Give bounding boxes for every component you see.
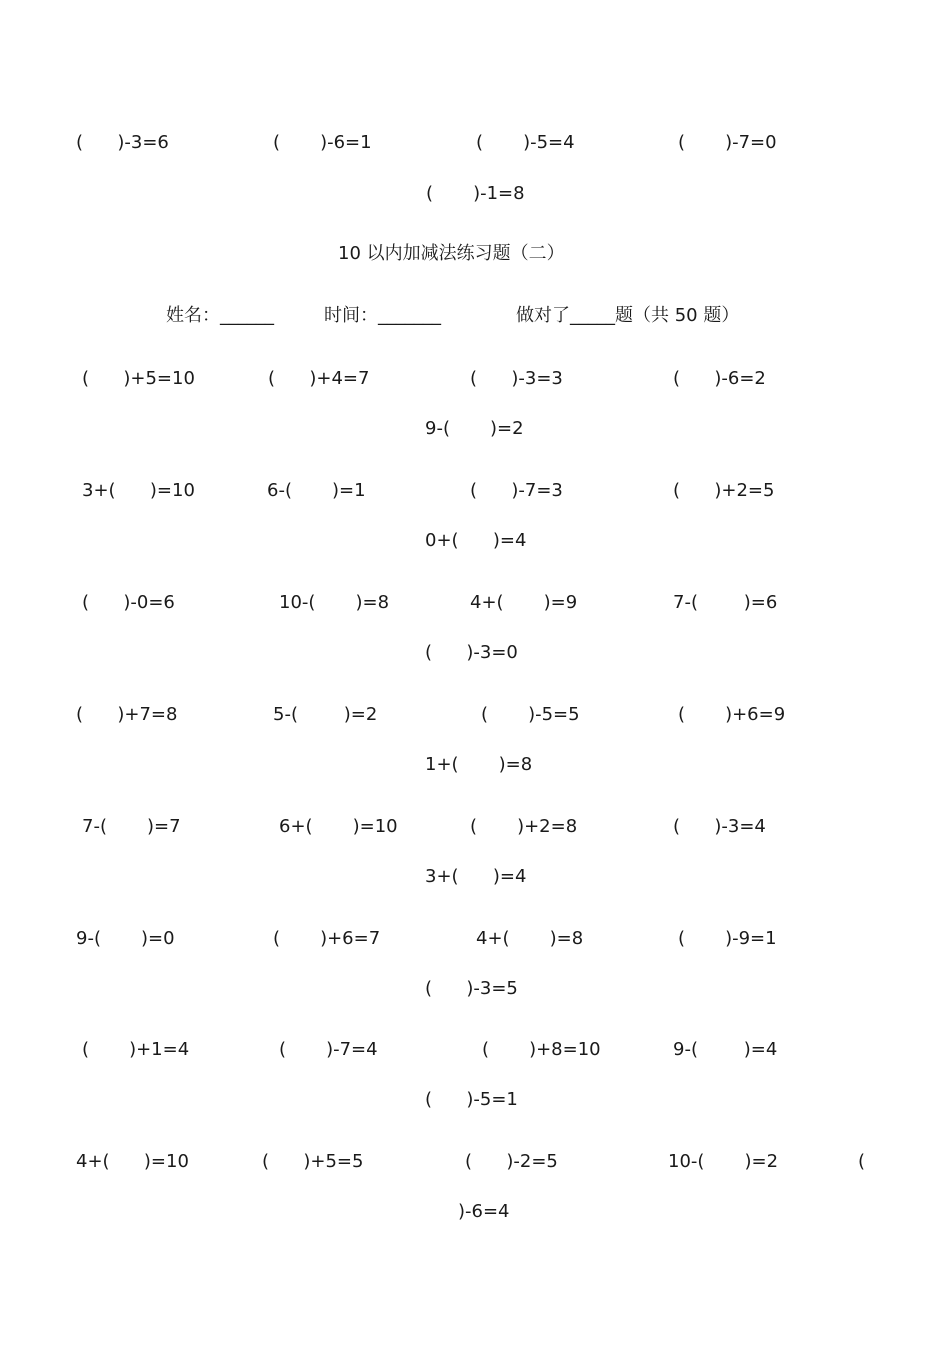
problem: ( )+8=10 — [482, 1039, 601, 1060]
problem: ( )-3=4 — [673, 816, 766, 837]
problem: ( )+6=7 — [273, 928, 381, 949]
problem: 6+( )=10 — [279, 816, 398, 837]
problem: ( )+7=8 — [76, 704, 178, 725]
problem: ( )-3=6 — [76, 132, 169, 153]
problem: ( )-6=1 — [273, 132, 372, 153]
problem: 10-( )=2 — [668, 1151, 779, 1172]
problem: ( )-5=4 — [476, 132, 575, 153]
problem: ( )+2=8 — [470, 816, 578, 837]
problem-center: )-6=4 — [458, 1201, 510, 1222]
problem-trailing: ( — [858, 1151, 866, 1172]
problem: 9-( )=4 — [673, 1039, 778, 1060]
problem: ( )+6=9 — [678, 704, 786, 725]
problem: 9-( )=0 — [76, 928, 175, 949]
problem: ( )-7=3 — [470, 480, 563, 501]
problem: ( )+4=7 — [268, 368, 370, 389]
problem: ( )+5=10 — [82, 368, 195, 389]
name-field: 姓名：______ — [166, 305, 274, 326]
problem: ( )-2=5 — [465, 1151, 558, 1172]
problem: 7-( )=7 — [82, 816, 181, 837]
problem: 4+( )=9 — [470, 592, 578, 613]
problem-center: 1+( )=8 — [425, 754, 533, 775]
problem: 3+( )=10 — [82, 480, 195, 501]
problem: ( )-3=3 — [470, 368, 563, 389]
problem: ( )-5=5 — [481, 704, 580, 725]
worksheet-title: 10 以内加减法练习题（二） — [338, 243, 565, 264]
problem: ( )-7=0 — [678, 132, 777, 153]
problem-center: ( )-5=1 — [425, 1089, 518, 1110]
problem-center: 0+( )=4 — [425, 530, 527, 551]
problem: ( )+1=4 — [82, 1039, 190, 1060]
problem-center: ( )-1=8 — [426, 183, 525, 204]
time-field: 时间：_______ — [324, 305, 441, 326]
problem-center: ( )-3=5 — [425, 978, 518, 999]
problem: ( )-9=1 — [678, 928, 777, 949]
problem-center: 3+( )=4 — [425, 866, 527, 887]
problem: ( )-7=4 — [279, 1039, 378, 1060]
problem: ( )-0=6 — [82, 592, 175, 613]
score-field: 做对了_____题（共 50 题） — [516, 305, 740, 326]
problem: 7-( )=6 — [673, 592, 778, 613]
problem: 4+( )=10 — [76, 1151, 189, 1172]
problem-center: 9-( )=2 — [425, 418, 524, 439]
problem: 4+( )=8 — [476, 928, 584, 949]
problem-center: ( )-3=0 — [425, 642, 518, 663]
problem: 6-( )=1 — [267, 480, 366, 501]
problem: ( )+2=5 — [673, 480, 775, 501]
problem: ( )+5=5 — [262, 1151, 364, 1172]
problem: ( )-6=2 — [673, 368, 766, 389]
problem: 10-( )=8 — [279, 592, 390, 613]
problem: 5-( )=2 — [273, 704, 378, 725]
